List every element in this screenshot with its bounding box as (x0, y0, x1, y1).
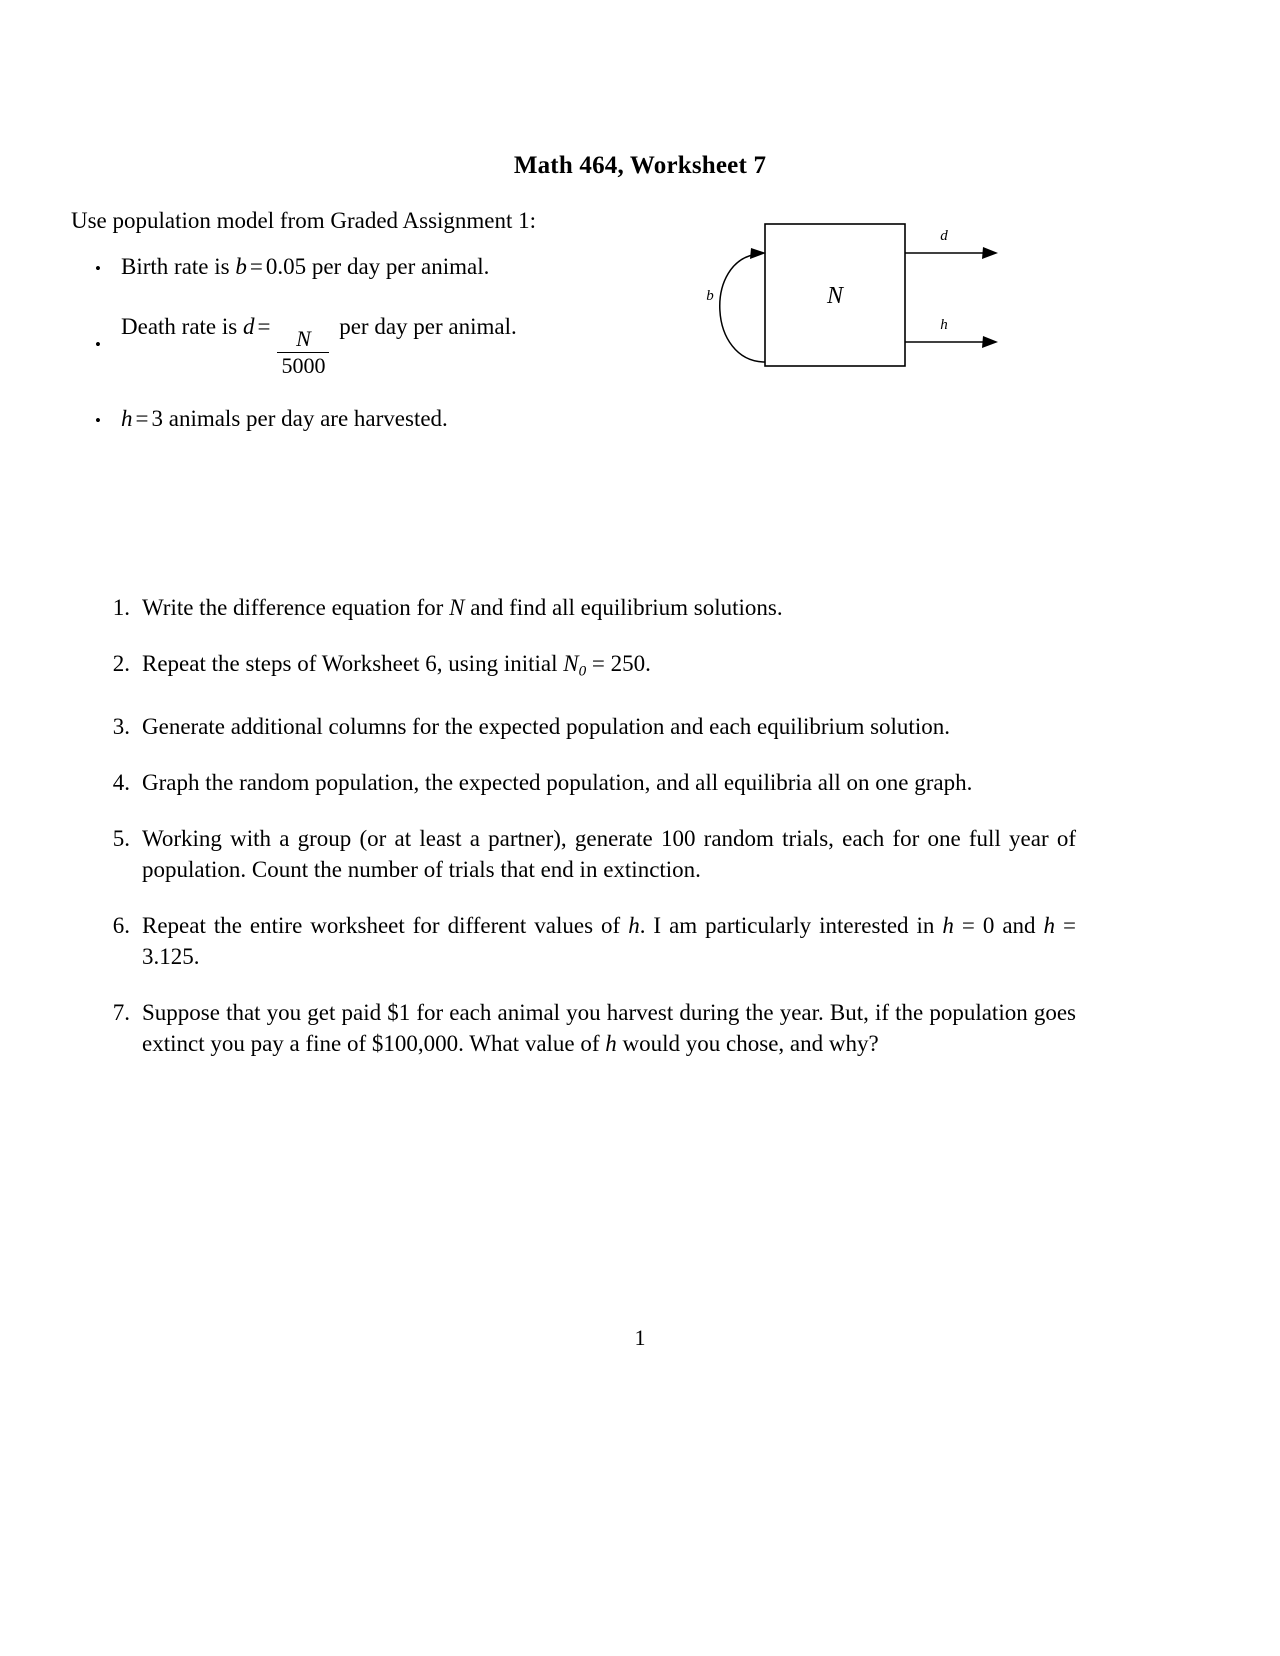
diagram-death-label: d (940, 228, 948, 244)
birth-rate-post: per day per animal. (311, 254, 490, 279)
list-item-text: Working with a group (or at least a partner), generate 100 random trials, each for one full year of population. Count the number of trials that end in extinction. (142, 826, 1076, 883)
question-list (96, 592, 1076, 1084)
list-item-number: 2. (112, 651, 130, 676)
bullet-icon: • (95, 334, 101, 354)
list-item (96, 711, 1076, 742)
math-variable: N (449, 595, 465, 620)
birth-rate-value: 0.05 (265, 254, 307, 279)
intro-text: Use population model from Graded Assignment 1: (71, 208, 537, 233)
harvest-text (121, 404, 695, 434)
death-rate-variable: d (242, 314, 255, 339)
diagram-stock-label: N (826, 283, 844, 309)
list-item (96, 997, 1076, 1059)
math-variable: h (628, 913, 640, 939)
list-item-number: 5. (112, 826, 130, 852)
list-item (96, 767, 1076, 798)
death-rate-post: per day per animal. (339, 314, 517, 339)
list-item-birth-rate (95, 252, 695, 284)
list-item-text: Suppose that you get paid $1 for each animal you harvest during the year. But, if the population goes extinct you pay a fine of $100,000. What value of h would you chose, and why? (142, 1000, 1076, 1057)
math-variable: h (942, 913, 954, 939)
birth-flow-arrow (720, 254, 765, 362)
death-rate-text (121, 312, 695, 378)
bullet-icon: • (95, 410, 101, 430)
birth-rate-variable: b (235, 254, 247, 279)
harvest-post: animals per day are harvested. (168, 405, 448, 431)
model-assumption-list (95, 252, 695, 436)
math-subscript: 0 (578, 662, 587, 680)
harvest-value: 3 (151, 405, 163, 431)
list-item-number: 4. (112, 770, 130, 796)
diagram-birth-label: b (706, 288, 714, 304)
list-item-number: 6. (112, 913, 130, 939)
list-item-number: 3. (112, 714, 130, 740)
list-item-text: Graph the random population, the expected population, and all equilibria all on one graph. (142, 770, 973, 796)
diagram-harvest-label: h (940, 317, 948, 333)
list-item-number: 1. (112, 595, 130, 620)
list-item-text: Repeat the entire worksheet for different values of h. I am particularly interested in h = 0 and h = 3.125. (142, 913, 1076, 970)
harvest-variable: h (121, 405, 133, 431)
list-item (96, 823, 1076, 885)
list-item (96, 648, 1076, 686)
birth-rate-pre: Birth rate is (121, 254, 230, 279)
death-rate-fraction (277, 327, 329, 378)
list-item-death-rate (95, 312, 695, 378)
list-item-text: Generate additional columns for the expected population and each equilibrium solution. (142, 714, 950, 740)
death-rate-pre: Death rate is (121, 314, 238, 339)
harvest-arrowhead-icon (982, 336, 998, 348)
fraction-denominator: 5000 (281, 353, 326, 379)
birth-arrowhead-icon (750, 248, 766, 259)
birth-rate-text (121, 252, 695, 282)
list-item-harvest (95, 404, 695, 436)
list-item-text: Write the difference equation for N and find all equilibrium solutions. (142, 595, 783, 620)
birth-rate-equals: = (249, 254, 263, 279)
list-item (96, 592, 1076, 623)
math-variable: h (605, 1031, 617, 1057)
list-item (96, 910, 1076, 972)
page-title: Math 464, Worksheet 7 (513, 152, 767, 179)
page-number: 1 (634, 1325, 646, 1350)
math-variable: h (1043, 913, 1056, 939)
death-rate-equals: = (257, 314, 271, 339)
list-item-number: 7. (112, 1000, 130, 1026)
list-item-text: Repeat the steps of Worksheet 6, using initial $N_0 = 250$. (142, 651, 651, 680)
death-arrowhead-icon (982, 247, 998, 259)
fraction-numerator: N (296, 325, 311, 351)
stock-flow-diagram (690, 212, 1030, 377)
bullet-icon: • (95, 259, 101, 278)
harvest-equals: = (135, 405, 149, 431)
math-variable: N (563, 651, 579, 676)
